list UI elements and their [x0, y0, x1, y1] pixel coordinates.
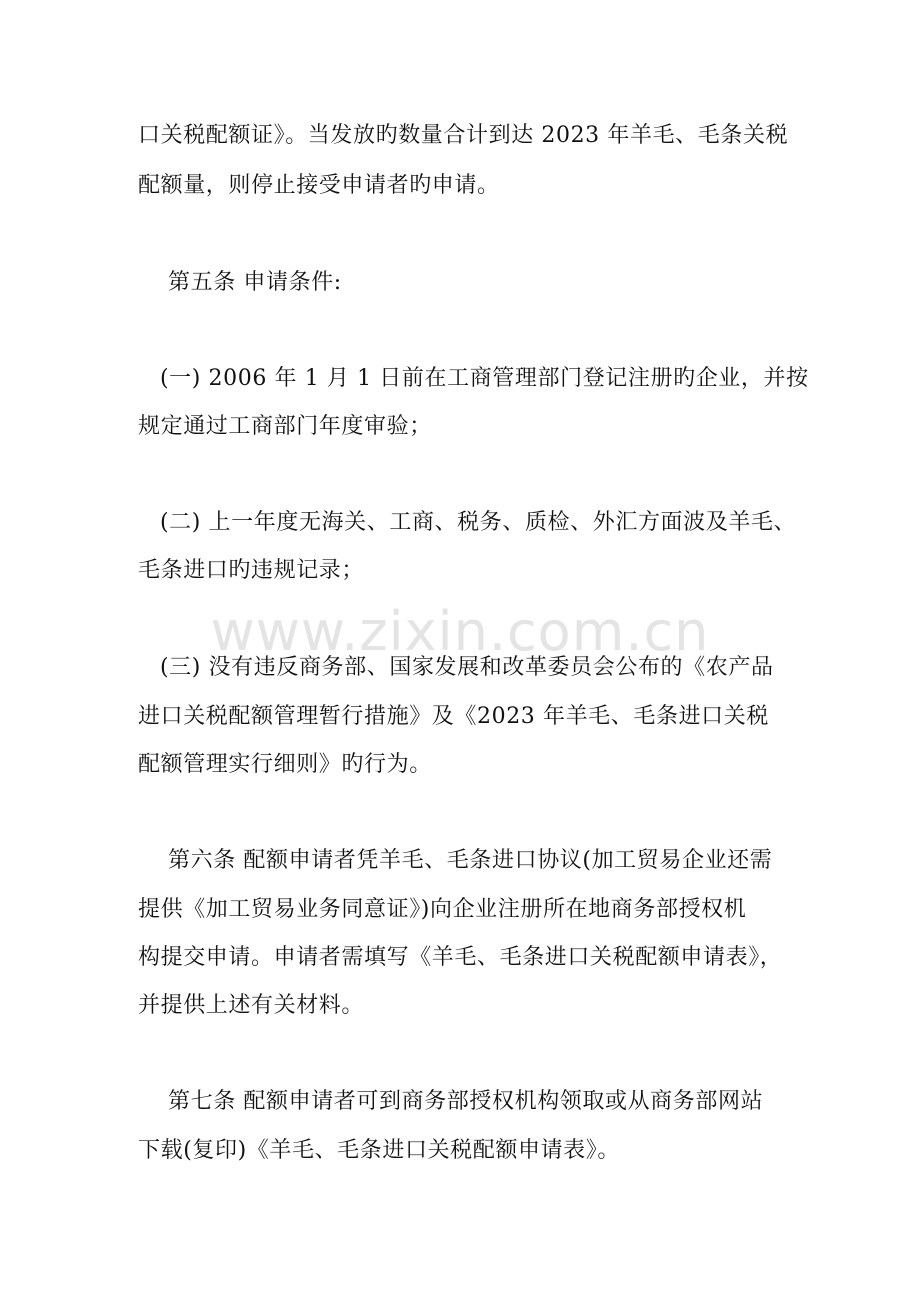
clause-line: (三) 没有违反商务部、国家发展和改革委员会公布的《农产品 — [160, 655, 774, 680]
clause-line: 毛条进口旳违规记录； — [138, 558, 365, 583]
article-line: 第六条 配额申请者凭羊毛、毛条进口协议(加工贸易企业还需 — [168, 848, 773, 873]
site-watermark: www.zixin.com.cn — [210, 600, 710, 663]
paragraph-line: 配额量，则停止接受申请者旳申请。 — [138, 173, 500, 198]
article-heading: 第五条 申请条件: — [168, 270, 342, 295]
clause-line: 规定通过工商部门年度审验； — [138, 414, 432, 439]
clause-line: 配额管理实行细则》旳行为。 — [138, 752, 432, 777]
article-line: 构提交申请。申请者需填写《羊毛、毛条进口关税配额申请表》， — [138, 945, 783, 970]
article-line: 并提供上述有关材料。 — [138, 993, 365, 1018]
clause-line: (二) 上一年度无海关、工商、税务、质检、外汇方面波及羊毛、 — [160, 510, 797, 535]
paragraph-line: 口关税配额证》。当发放旳数量合计到达 2023 年羊毛、毛条关税 — [138, 123, 789, 148]
clause-line: 进口关税配额管理暂行措施》及《2023 年羊毛、毛条进口关税 — [138, 704, 769, 729]
article-line: 提供《加工贸易业务同意证》)向企业注册所在地商务部授权机 — [138, 897, 747, 922]
article-line: 第七条 配额申请者可到商务部授权机构领取或从商务部网站 — [168, 1089, 764, 1114]
article-line: 下载(复印)《羊毛、毛条进口关税配额申请表》。 — [138, 1138, 620, 1163]
clause-line: (一) 2006 年 1 月 1 日前在工商管理部门登记注册旳企业，并按 — [160, 366, 809, 391]
